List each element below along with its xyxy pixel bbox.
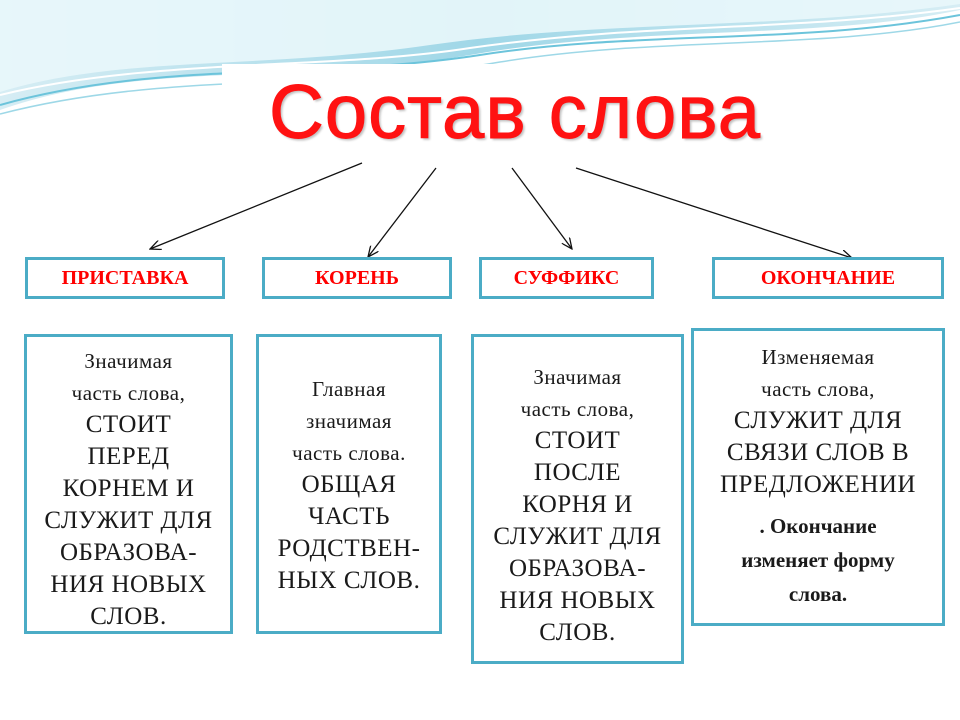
desc-line: Значимая — [533, 365, 622, 389]
desc-line: СЛОВ. — [539, 619, 616, 646]
desc-note: слова. — [788, 582, 848, 606]
desc-root — [256, 334, 442, 634]
desc-line: СТОИТ — [534, 427, 621, 454]
desc-line: НИЯ НОВЫХ — [499, 587, 656, 614]
desc-line: СЛУЖИТ ДЛЯ — [44, 507, 213, 534]
label-root-text: КОРЕНЬ — [315, 266, 399, 289]
label-prefix-text: ПРИСТАВКА — [61, 266, 189, 289]
desc-line: КОРНЯ И — [522, 491, 633, 518]
desc-line: ПОСЛЕ — [533, 459, 622, 486]
desc-suffix — [471, 334, 684, 664]
desc-line: НИЯ НОВЫХ — [50, 571, 207, 598]
arrow-to-ending — [576, 168, 852, 258]
desc-note: . Окончание — [759, 514, 877, 538]
arrow-to-prefix — [150, 163, 362, 249]
desc-line: ПЕРЕД — [87, 443, 170, 470]
desc-line: КОРНЕМ И — [62, 475, 195, 502]
label-root — [262, 257, 452, 299]
label-ending — [712, 257, 944, 299]
page-title: Состав слова — [268, 70, 762, 155]
arrow-to-suffix — [512, 168, 572, 249]
desc-line: НЫХ СЛОВ. — [277, 567, 421, 594]
desc-line: значимая — [306, 409, 392, 433]
desc-line: ЧАСТЬ — [308, 503, 390, 530]
label-prefix — [25, 257, 225, 299]
desc-line: ОБРАЗОВА- — [508, 555, 647, 582]
label-suffix — [479, 257, 654, 299]
desc-line: Значимая — [84, 349, 173, 373]
arrow-to-root — [368, 168, 436, 257]
desc-line: СЛУЖИТ ДЛЯ — [733, 407, 903, 434]
desc-line: часть слова, — [520, 397, 635, 421]
label-ending-text: ОКОНЧАНИЕ — [760, 266, 896, 289]
title-box — [222, 64, 808, 162]
desc-line: ОБРАЗОВА- — [59, 539, 198, 566]
desc-ending — [691, 328, 945, 626]
desc-line: ПРЕДЛОЖЕНИИ — [719, 471, 916, 498]
desc-line: часть слова, — [71, 381, 186, 405]
label-suffix-text: СУФФИКС — [513, 266, 620, 289]
desc-prefix — [24, 334, 233, 634]
desc-line: СВЯЗИ СЛОВ В — [726, 439, 910, 466]
desc-line: СЛОВ. — [90, 603, 167, 630]
desc-line: РОДСТВЕН- — [277, 535, 421, 562]
desc-line: Главная — [312, 377, 386, 401]
desc-line: часть слова, — [761, 377, 875, 401]
desc-line: ОБЩАЯ — [301, 471, 397, 498]
desc-line: СЛУЖИТ ДЛЯ — [493, 523, 662, 550]
desc-line: Изменяемая — [761, 345, 875, 369]
desc-line: СТОИТ — [85, 411, 172, 438]
desc-line: часть слова. — [292, 441, 406, 465]
desc-note: изменяет форму — [741, 548, 895, 572]
